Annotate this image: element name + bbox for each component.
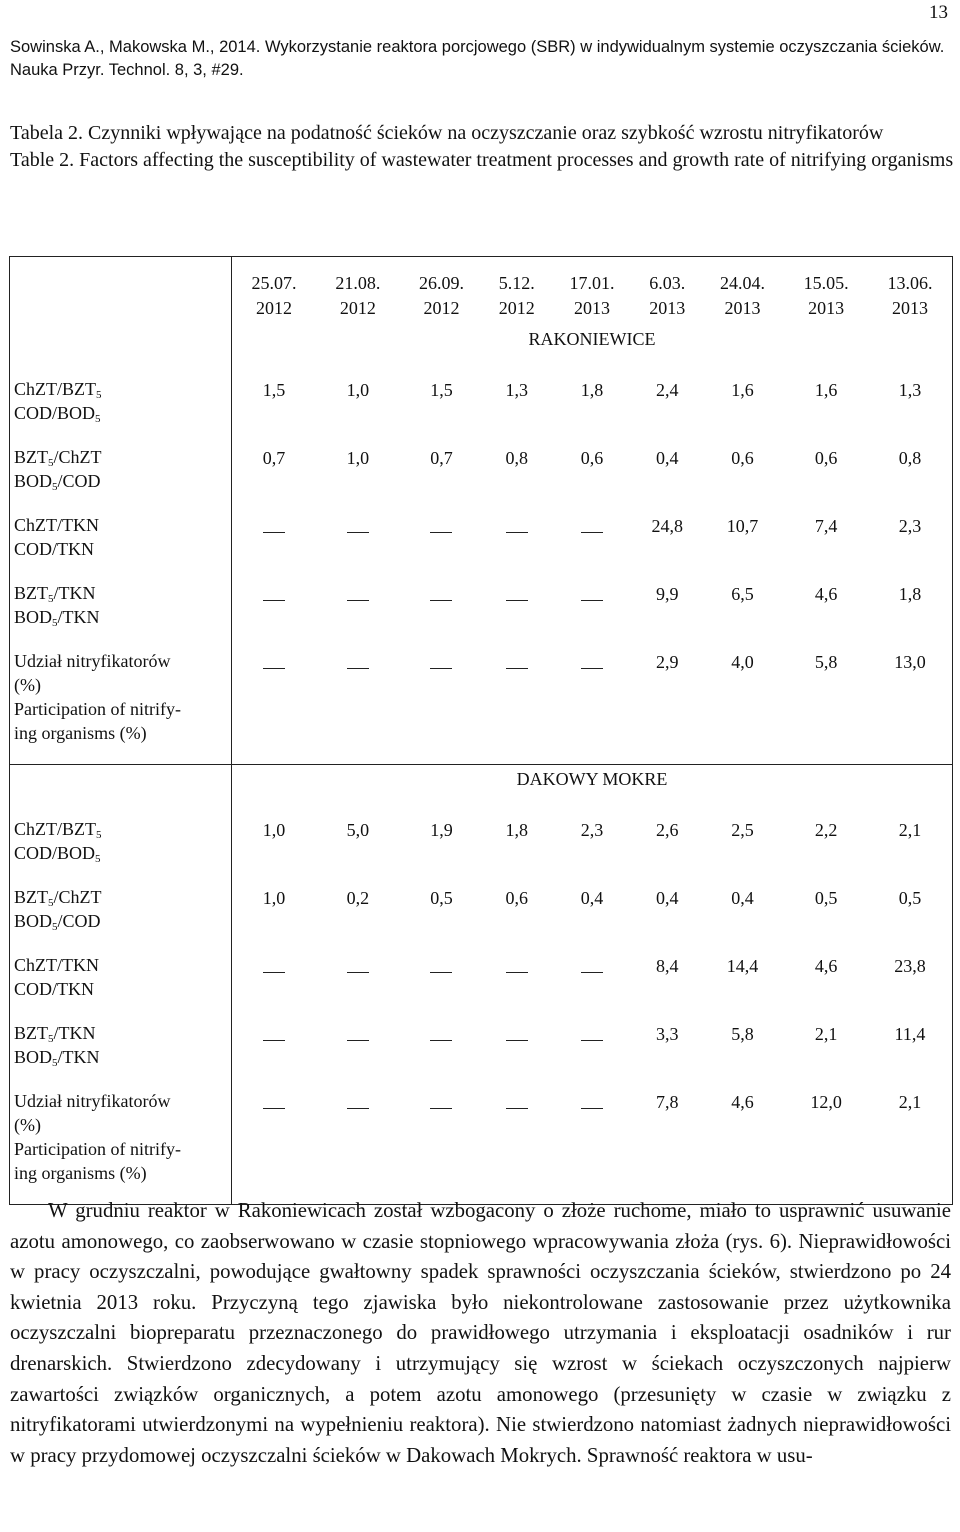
date-header: 15.05. 2013 — [803, 273, 849, 318]
value-cell: 0,4 — [655, 448, 679, 468]
section-heading-row — [10, 769, 953, 817]
value-cell — [400, 953, 484, 1021]
value-cell: 7,4 — [814, 516, 838, 536]
value-cell: 12,0 — [810, 1092, 842, 1112]
nitrifiers-share-row — [10, 649, 953, 765]
value-cell: 1,0 — [262, 820, 286, 840]
value-cell: 8,4 — [655, 956, 679, 976]
value-cell — [316, 581, 400, 649]
value-cell: 2,2 — [814, 820, 838, 840]
dash-mark — [347, 532, 369, 533]
value-cell: 0,4 — [655, 888, 679, 908]
value-cell: 0,6 — [580, 448, 604, 468]
caption-english: Table 2. Factors affecting the susceptibility of wastewater treatment processes and growth rate of nitrifying organisms — [10, 149, 954, 171]
value-cell: 0,6 — [731, 448, 754, 468]
value-cell: 11,4 — [894, 1024, 926, 1044]
dash-mark — [506, 1040, 528, 1041]
value-cell: 24,8 — [651, 516, 683, 536]
caption-polish: Tabela 2. Czynniki wpływające na podatność ścieków na oczyszczanie oraz szybkość wzrostu nitryfikatorów — [10, 122, 884, 144]
row-label: $BZT_5$/ChZT $BOD_5$/COD — [10, 445, 232, 513]
value-cell: 0,4 — [731, 888, 754, 908]
value-cell: 1,8 — [505, 820, 528, 840]
value-cell: 0,5 — [430, 888, 453, 908]
row-label: ChZT/$BZT_5$ COD/$BOD_5$ — [10, 377, 232, 445]
value-cell — [400, 513, 484, 581]
dash-mark — [581, 600, 603, 601]
value-cell — [232, 1021, 317, 1089]
bod-cod-ratio-row — [10, 445, 953, 513]
value-cell — [550, 1021, 634, 1089]
value-cell: 6,5 — [731, 584, 754, 604]
value-cell: 0,7 — [262, 448, 286, 468]
value-cell: 0,8 — [505, 448, 528, 468]
section-heading-row — [10, 329, 953, 377]
value-cell: 4,6 — [731, 1092, 754, 1112]
value-cell: 9,9 — [655, 584, 679, 604]
value-cell: 1,3 — [898, 380, 922, 400]
value-cell: 5,8 — [731, 1024, 754, 1044]
value-cell: 14,4 — [726, 956, 759, 976]
value-cell: 1,0 — [346, 380, 370, 400]
date-header: 17.01. 2013 — [569, 273, 615, 318]
section-title: DAKOWY MOKRE — [516, 769, 668, 789]
dash-mark — [263, 972, 285, 973]
value-cell: 2,9 — [655, 652, 679, 672]
dash-mark — [347, 668, 369, 669]
cod-bod-ratio-row — [10, 817, 953, 885]
cod-tkn-ratio-row — [10, 513, 953, 581]
value-cell: 4,6 — [814, 956, 838, 976]
value-cell: 1,8 — [580, 380, 604, 400]
value-cell — [483, 953, 550, 1021]
date-header: 6.03. 2013 — [649, 273, 686, 318]
value-cell: 23,8 — [894, 956, 926, 976]
row-label: $BZT_5$/TKN $BOD_5$/TKN — [10, 581, 232, 649]
dash-mark — [430, 600, 452, 601]
value-cell: 0,7 — [430, 448, 453, 468]
dash-mark — [430, 1108, 452, 1109]
value-cell: 5,8 — [814, 652, 838, 672]
value-cell: 1,6 — [814, 380, 838, 400]
nitrifiers-share-row — [10, 1089, 953, 1205]
value-cell — [232, 581, 317, 649]
value-cell: 0,6 — [814, 448, 838, 468]
row-label: ChZT/TKN COD/TKN — [10, 953, 232, 1021]
dash-mark — [581, 1108, 603, 1109]
date-header-row — [10, 257, 953, 330]
value-cell — [550, 953, 634, 1021]
value-cell: 2,1 — [814, 1024, 838, 1044]
value-cell: 1,9 — [430, 820, 453, 840]
value-cell: 7,8 — [655, 1092, 679, 1112]
date-header: 26.09. 2012 — [418, 273, 464, 318]
dash-mark — [430, 972, 452, 973]
date-header: 21.08. 2012 — [335, 273, 381, 318]
dash-mark — [506, 532, 528, 533]
dash-mark — [506, 668, 528, 669]
dash-mark — [263, 600, 285, 601]
value-cell: 5,0 — [346, 820, 370, 840]
value-cell: 1,6 — [731, 380, 754, 400]
value-cell: 0,8 — [898, 448, 922, 468]
value-cell: 0,5 — [814, 888, 838, 908]
value-cell — [483, 581, 550, 649]
value-cell: 0,6 — [505, 888, 528, 908]
bod-cod-ratio-row — [10, 885, 953, 953]
value-cell: 13,0 — [894, 652, 926, 672]
dash-mark — [347, 600, 369, 601]
body-text — [10, 1196, 951, 1471]
dash-mark — [263, 1040, 285, 1041]
dash-mark — [263, 668, 285, 669]
value-cell — [316, 953, 400, 1021]
dash-mark — [263, 532, 285, 533]
value-cell — [400, 649, 484, 765]
value-cell: 1,3 — [505, 380, 528, 400]
row-label: Udział nitryfikatorów (%) Participation of nitrify- ing organisms (%) — [10, 649, 232, 765]
value-cell: 0,5 — [898, 888, 922, 908]
dash-mark — [347, 1040, 369, 1041]
factors-table — [9, 256, 953, 1205]
value-cell: 4,0 — [731, 652, 754, 672]
dash-mark — [263, 1108, 285, 1109]
value-cell: 1,0 — [262, 888, 286, 908]
value-cell — [316, 1089, 400, 1205]
value-cell — [400, 1089, 484, 1205]
value-cell — [232, 649, 317, 765]
table-caption — [10, 120, 955, 174]
value-cell: 1,8 — [898, 584, 922, 604]
value-cell — [316, 1021, 400, 1089]
row-label: ChZT/$BZT_5$ COD/$BOD_5$ — [10, 817, 232, 885]
row-label: ChZT/TKN COD/TKN — [10, 513, 232, 581]
value-cell: 2,1 — [898, 820, 922, 840]
cod-tkn-ratio-row — [10, 953, 953, 1021]
dash-mark — [430, 668, 452, 669]
value-cell — [550, 1089, 634, 1205]
body-paragraph: W grudniu reaktor w Rakoniewicach został wzbogacony o złoże ruchome, miało to usprawnić usuwanie azotu amonowego, co zaobserwowano w czasie stopniowego wpracowywania złoża (rys. 6). Nieprawidłowości w pracy oczyszczalni, powodujące gwałtowny spadek sprawności oczyszczania ścieków, stwierdzono po 24 kwietnia 2013 roku. Przyczyną tego zjawiska było niekontrolowane zastosowanie przez użytkownika oczyszczalni biopreparatu przeznaczonego do prawidłowego utrzymania i eksploatacji osadników i rur drenarskich. Stwierdzono zdecydowany i utrzymujący się wzrost w ściekach oczyszczonych najpierw zawartości związków organicznych, a potem azotu amonowego (przesunięty w czasie w związku z nitryfikatorami utwierdzonymi na wypełnieniu reaktora). Nie stwierdzono natomiast żadnych nieprawidłowości w pracy przydomowej oczyszczalni ścieków w Dakowach Mokrych. Sprawność reaktora w usu- — [10, 1199, 951, 1467]
value-cell: 2,1 — [898, 1092, 922, 1112]
value-cell: 2,3 — [898, 516, 922, 536]
dash-mark — [347, 1108, 369, 1109]
dash-mark — [581, 972, 603, 973]
date-header: 5.12. 2012 — [498, 273, 535, 318]
page-number: 13 — [929, 2, 948, 23]
value-cell — [232, 953, 317, 1021]
date-header: 13.06. 2013 — [887, 273, 933, 318]
value-cell — [316, 649, 400, 765]
dash-mark — [506, 972, 528, 973]
value-cell: 3,3 — [655, 1024, 679, 1044]
dash-mark — [506, 600, 528, 601]
value-cell: 0,4 — [580, 888, 604, 908]
value-cell — [550, 513, 634, 581]
value-cell — [400, 1021, 484, 1089]
cod-bod-ratio-row — [10, 377, 953, 445]
dash-mark — [581, 668, 603, 669]
value-cell: 0,2 — [346, 888, 370, 908]
date-header: 24.04. 2013 — [719, 273, 765, 318]
value-cell — [232, 1089, 317, 1205]
section-title: RAKONIEWICE — [528, 329, 656, 349]
value-cell — [483, 1021, 550, 1089]
value-cell: 2,6 — [655, 820, 679, 840]
value-cell — [316, 513, 400, 581]
value-cell: 1,5 — [430, 380, 453, 400]
value-cell — [483, 649, 550, 765]
value-cell: 2,5 — [731, 820, 754, 840]
date-header: 25.07. 2012 — [251, 273, 297, 318]
value-cell: 4,6 — [814, 584, 838, 604]
row-label: $BZT_5$/ChZT $BOD_5$/COD — [10, 885, 232, 953]
header-empty-cell — [10, 257, 232, 330]
bod-tkn-ratio-row — [10, 581, 953, 649]
dash-mark — [347, 972, 369, 973]
value-cell — [483, 1089, 550, 1205]
value-cell: 2,4 — [655, 380, 679, 400]
value-cell: 2,3 — [580, 820, 604, 840]
row-label: Udział nitryfikatorów (%) Participation of nitrify- ing organisms (%) — [10, 1089, 232, 1205]
dash-mark — [430, 1040, 452, 1041]
value-cell: 1,0 — [346, 448, 370, 468]
dash-mark — [506, 1108, 528, 1109]
value-cell: 1,5 — [262, 380, 286, 400]
value-cell — [400, 581, 484, 649]
value-cell — [550, 581, 634, 649]
dash-mark — [430, 532, 452, 533]
citation-header: Sowinska A., Makowska M., 2014. Wykorzystanie reaktora porcjowego (SBR) w indywidualnym systemie oczyszczania ścieków. Nauka Przyr. Technol. 8, 3, #29. — [10, 38, 945, 79]
row-label: $BZT_5$/TKN $BOD_5$/TKN — [10, 1021, 232, 1089]
bod-tkn-ratio-row — [10, 1021, 953, 1089]
value-cell — [483, 513, 550, 581]
value-cell — [232, 513, 317, 581]
value-cell — [550, 649, 634, 765]
dash-mark — [581, 532, 603, 533]
dash-mark — [581, 1040, 603, 1041]
value-cell: 10,7 — [726, 516, 759, 536]
